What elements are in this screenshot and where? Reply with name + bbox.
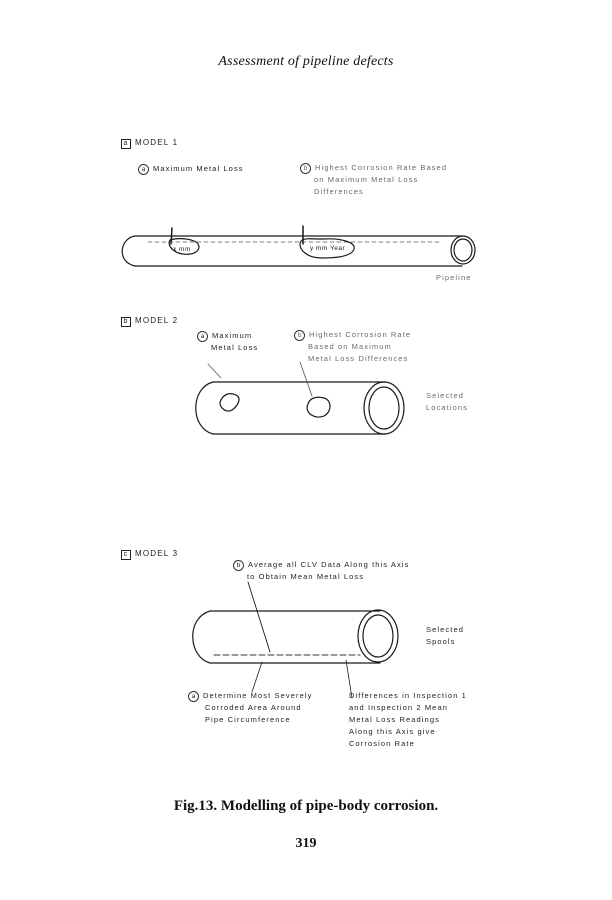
model2-pipe (196, 362, 404, 434)
model3-note-c-line2: and Inspection 2 Mean (349, 703, 448, 712)
pipeline-label: Pipeline (436, 273, 472, 282)
model3-note-a-letter: a (188, 691, 199, 702)
model3-pipe (193, 582, 398, 698)
model1-label (121, 138, 178, 149)
model2-note-a (197, 330, 258, 354)
model2-side-label (426, 390, 468, 414)
pit1-label: x mm (173, 246, 191, 253)
model2-side-line2: Locations (426, 403, 469, 412)
model3-note-c-line1: Differences in Inspection 1 (349, 691, 467, 700)
figure-number: Fig.13. (173, 798, 218, 814)
model1-note-b-line3: Differences (314, 187, 364, 196)
figure-caption (0, 798, 612, 815)
model3-note-b-line1: Average all CLV Data Along this Axis (248, 560, 410, 569)
model2-note-b (294, 329, 411, 365)
model2-note-b-line2: Based on Maximum (308, 342, 392, 351)
model2-label (121, 316, 178, 327)
running-header: Assessment of pipeline defects (218, 54, 394, 69)
model2-title: MODEL 2 (135, 316, 179, 325)
pit2-label: y mm Year (310, 245, 346, 252)
model3-side-line1: Selected (426, 625, 464, 634)
page-number: 319 (295, 836, 317, 851)
model3-title: MODEL 3 (135, 549, 179, 558)
model3-note-b (233, 559, 409, 583)
model3-note-a-line1: Determine Most Severely (203, 691, 313, 700)
model3-note-a (188, 690, 313, 726)
model2-note-a-line1: Maximum (212, 331, 253, 340)
model3-note-c-line4: Along this Axis give (349, 727, 436, 736)
model3-note-a-line3: Pipe Circumference (205, 715, 291, 724)
model3-note-c (349, 690, 467, 750)
model3-note-a-line2: Corroded Area Around (205, 703, 302, 712)
model3-note-b-line2: to Obtain Mean Metal Loss (247, 572, 365, 581)
model3-note-b-letter: b (233, 560, 244, 571)
model2-note-b-line3: Metal Loss Differences (308, 354, 409, 363)
model2-note-a-line2: Metal Loss (211, 343, 259, 352)
model1-note-a-letter: a (138, 164, 149, 175)
model2-note-b-line1: Highest Corrosion Rate (309, 330, 412, 339)
model1-title: MODEL 1 (135, 138, 179, 147)
model3-side-line2: Spools (426, 637, 456, 646)
model1-letter: a (121, 139, 131, 149)
model3-note-c-line5: Corrosion Rate (349, 739, 415, 748)
model1-note-a (138, 163, 244, 175)
model2-letter: b (121, 317, 131, 327)
model1-note-a-text: Maximum Metal Loss (153, 164, 244, 173)
model3-letter: c (121, 550, 131, 560)
model1-note-b (300, 162, 447, 198)
model3-label (121, 549, 178, 560)
model3-side-label (426, 624, 464, 648)
model1-note-b-letter: b (300, 163, 311, 174)
model3-note-c-line3: Metal Loss Readings (349, 715, 440, 724)
model2-side-line1: Selected (426, 391, 464, 400)
model2-note-b-letter: b (294, 330, 305, 341)
model1-note-b-line1: Highest Corrosion Rate Based (315, 163, 448, 172)
model2-note-a-letter: a (197, 331, 208, 342)
figure-caption-text: Modelling of pipe-body corrosion. (220, 798, 439, 814)
model1-note-b-line2: on Maximum Metal Loss (314, 175, 419, 184)
